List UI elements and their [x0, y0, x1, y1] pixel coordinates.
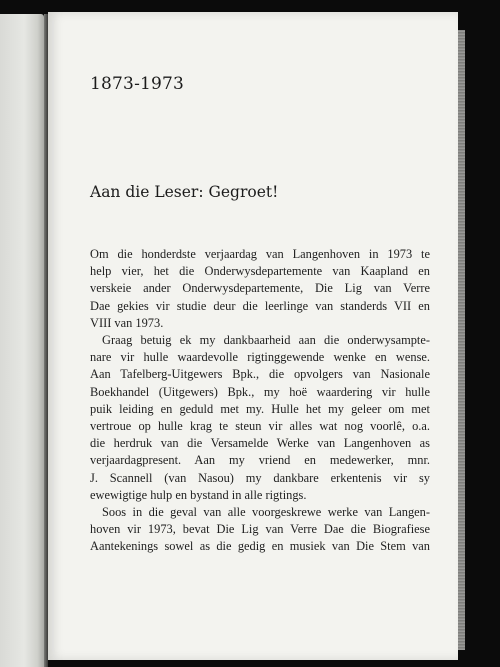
text-line: puik leiding en geduld met my. Hulle het my geleer om met — [90, 401, 430, 416]
text-line: Boekhandel (Uitgewers) Bpk., my hoë waardering vir hulle — [90, 384, 430, 399]
text-line: Aan Tafelberg-Uitgewers Bpk., die opvolgers van Nasionale — [90, 367, 430, 382]
text-line: verjaardagpresent. Aan my vriend en medewerker, mnr. — [90, 453, 430, 468]
left-page-edge — [0, 14, 44, 667]
text-line: verskeie ander Onderwysdepartemente, Die Lig van Verre — [90, 281, 430, 296]
text-line: ewewigtige hulp en bystand in alle rigtings. — [90, 487, 307, 502]
text-line: J. Scannell (van Nasou) my dankbare erkentenis vir sy — [90, 470, 430, 485]
text-line: Dae gekies vir studie deur die leerlinge van standerds VII en — [90, 298, 430, 313]
text-line: help vier, het die Onderwysdepartemente van Kaapland en — [90, 264, 430, 279]
page-heading: Aan die Leser: Gegroet! — [90, 183, 279, 201]
text-line: Om die honderdste verjaardag van Langenhoven in 1973 te — [90, 247, 430, 261]
text-line: Graag betuig ek my dankbaarheid aan die onderwysampte- — [102, 333, 430, 348]
text-line: nare vir hulle waardevolle rigtinggewende wenke en wense. — [90, 350, 430, 365]
text-line: vertroue op hulle krag te steun vir alles wat nog voorlê, o.a. — [90, 419, 430, 434]
page-year-range: 1873-1973 — [90, 74, 185, 94]
body-text — [90, 246, 430, 556]
text-line: die herdruk van die Versamelde Werke van Langenhoven as — [90, 436, 430, 451]
page-edges — [458, 30, 465, 650]
text-line: Soos in die geval van alle voorgeskrewe werke van Langen- — [102, 505, 430, 520]
text-line: hoven vir 1973, bevat Die Lig van Verre Dae die Biografiese — [90, 522, 430, 537]
text-line: Aantekenings sowel as die gedig en musiek van Die Stem van — [90, 539, 430, 554]
text-line: VIII van 1973. — [90, 315, 164, 330]
